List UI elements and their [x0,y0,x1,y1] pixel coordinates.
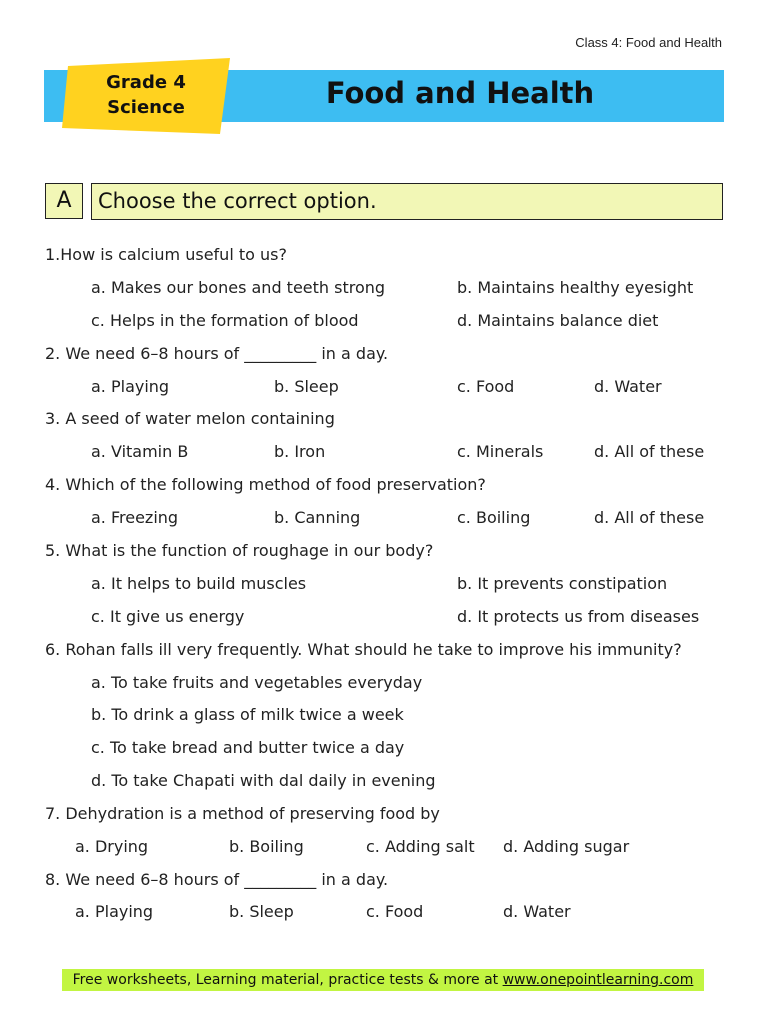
answer-option: d. Maintains balance diet [457,311,659,330]
answer-option: b. Boiling [229,837,304,856]
grade-text [62,70,230,120]
answer-option: c. Helps in the formation of blood [91,311,359,330]
footer-link[interactable]: www.onepointlearning.com [502,972,694,988]
section-letter: A [45,183,83,219]
answer-option: b. To drink a glass of milk twice a week [91,705,404,724]
question-text: 3. A seed of water melon containing [45,409,335,428]
answer-option: a. Freezing [91,508,179,527]
grade-badge [62,58,230,134]
answer-option: d. All of these [594,508,705,527]
answer-option: d. Water [594,377,662,396]
answer-option: b. Maintains healthy eyesight [457,278,694,297]
answer-option: c. Food [366,902,424,921]
answer-option: c. To take bread and butter twice a day [91,738,405,757]
footer-text: Free worksheets, Learning material, practice tests & more at [72,972,503,988]
answer-option: a. Makes our bones and teeth strong [91,278,386,297]
question-text: 7. Dehydration is a method of preserving food by [45,804,440,823]
class-label: Class 4: Food and Health [575,35,722,50]
answer-option: a. Drying [75,837,149,856]
answer-option: c. Boiling [457,508,531,527]
answer-option: d. Adding sugar [503,837,630,856]
footer-banner [62,969,704,991]
answer-option: d. It protects us from diseases [457,607,700,626]
grade-label: Grade 4 [106,72,186,93]
answer-option: a. To take fruits and vegetables everyday [91,673,423,692]
answer-option: b. Sleep [229,902,294,921]
answer-option: b. It prevents constipation [457,574,668,593]
answer-option: d. To take Chapati with dal daily in evening [91,771,436,790]
answer-option: b. Iron [274,442,326,461]
question-text: 4. Which of the following method of food preservation? [45,475,486,494]
answer-option: a. It helps to build muscles [91,574,307,593]
question-text: 1.How is calcium useful to us? [45,245,287,264]
answer-option: c. Adding salt [366,837,475,856]
section-instruction: Choose the correct option. [91,183,723,220]
question-text: 5. What is the function of roughage in our body? [45,541,434,560]
answer-option: c. Food [457,377,515,396]
question-text: 8. We need 6–8 hours of _________ in a day. [45,870,389,889]
answer-option: c. It give us energy [91,607,245,626]
answer-option: d. Water [503,902,571,921]
answer-option: b. Sleep [274,377,339,396]
answer-option: a. Playing [75,902,154,921]
answer-option: a. Playing [91,377,170,396]
question-text: 2. We need 6–8 hours of _________ in a day. [45,344,389,363]
subject-label: Science [107,97,185,118]
answer-option: d. All of these [594,442,705,461]
answer-option: b. Canning [274,508,361,527]
answer-option: a. Vitamin B [91,442,189,461]
question-text: 6. Rohan falls ill very frequently. What should he take to improve his immunity? [45,640,682,659]
page-title: Food and Health [325,76,595,110]
answer-option: c. Minerals [457,442,544,461]
